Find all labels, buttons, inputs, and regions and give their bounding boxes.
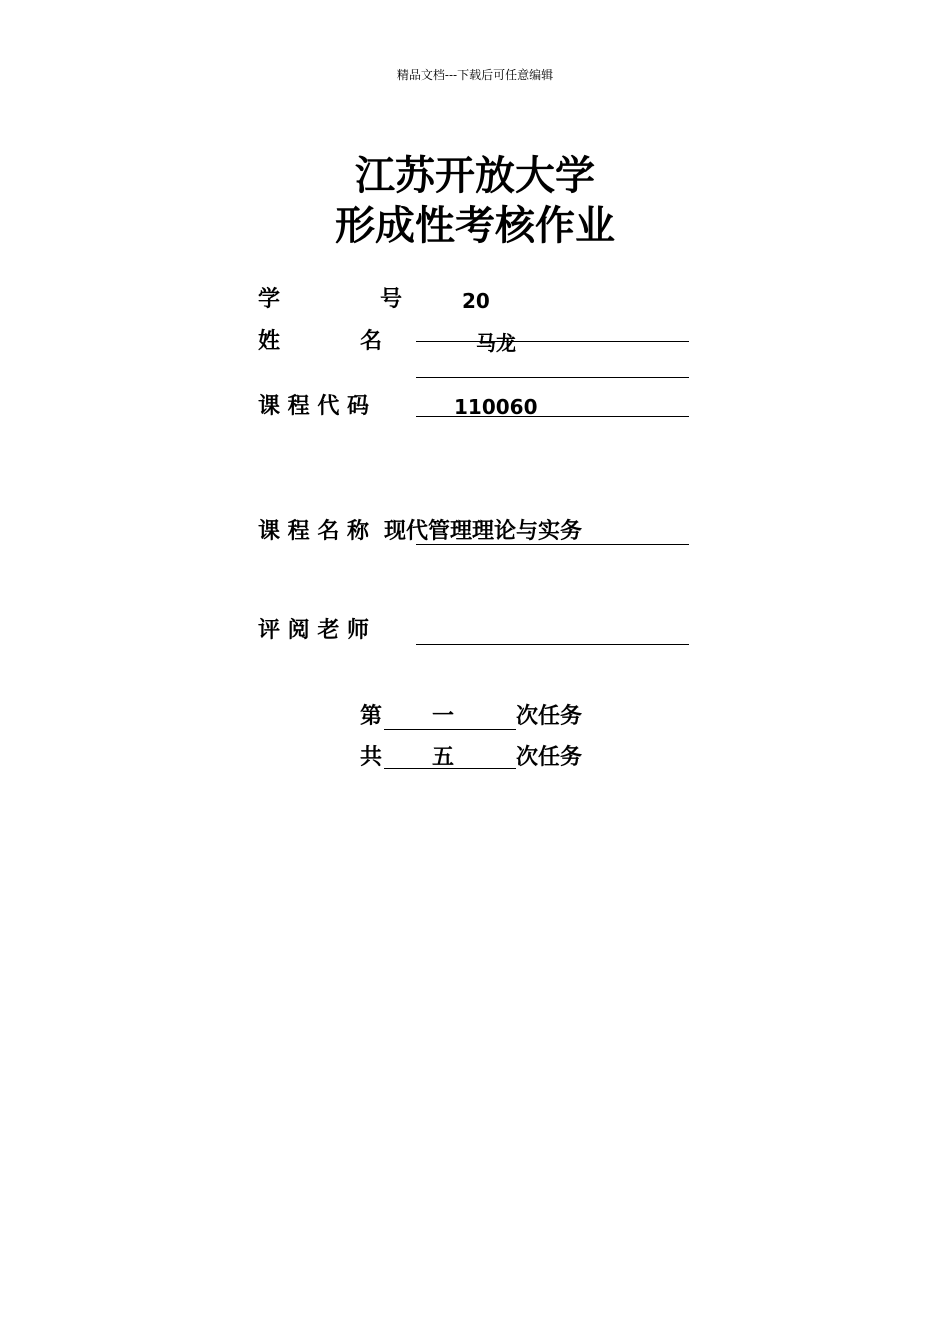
title-assignment: 形成性考核作业	[335, 203, 615, 249]
name-label-char-1: 姓	[258, 329, 281, 354]
student-id-label-char-2: 号	[380, 287, 403, 312]
course-code-underline	[416, 416, 689, 417]
course-code-value: 110060	[454, 395, 538, 419]
task-current-prefix: 第	[360, 704, 383, 729]
task-total-underline	[384, 768, 516, 769]
name-underline	[416, 341, 689, 342]
task-total-prefix: 共	[360, 745, 383, 770]
course-name-underline	[416, 544, 689, 545]
name-label-char-2: 名	[360, 329, 383, 354]
reviewer-underline	[416, 644, 689, 645]
header-note: 精品文档---下载后可任意编辑	[396, 68, 554, 82]
task-total-value: 五	[432, 745, 455, 770]
task-current-underline	[384, 729, 516, 730]
student-id-value: 20	[462, 289, 490, 313]
student-id-label-char-1: 学	[258, 287, 281, 312]
course-code-label: 课 程 代 码	[258, 394, 369, 419]
task-current-value: 一	[432, 704, 455, 729]
title-university: 江苏开放大学	[355, 153, 595, 199]
name-value: 马龙	[476, 331, 516, 355]
course-name-label: 课 程 名 称	[258, 519, 369, 544]
reviewer-label: 评 阅 老 师	[258, 618, 369, 643]
task-current-suffix: 次任务	[516, 704, 583, 729]
course-name-value: 现代管理理论与实务	[384, 519, 583, 544]
task-total-suffix: 次任务	[516, 745, 583, 770]
blank-underline	[416, 377, 689, 378]
